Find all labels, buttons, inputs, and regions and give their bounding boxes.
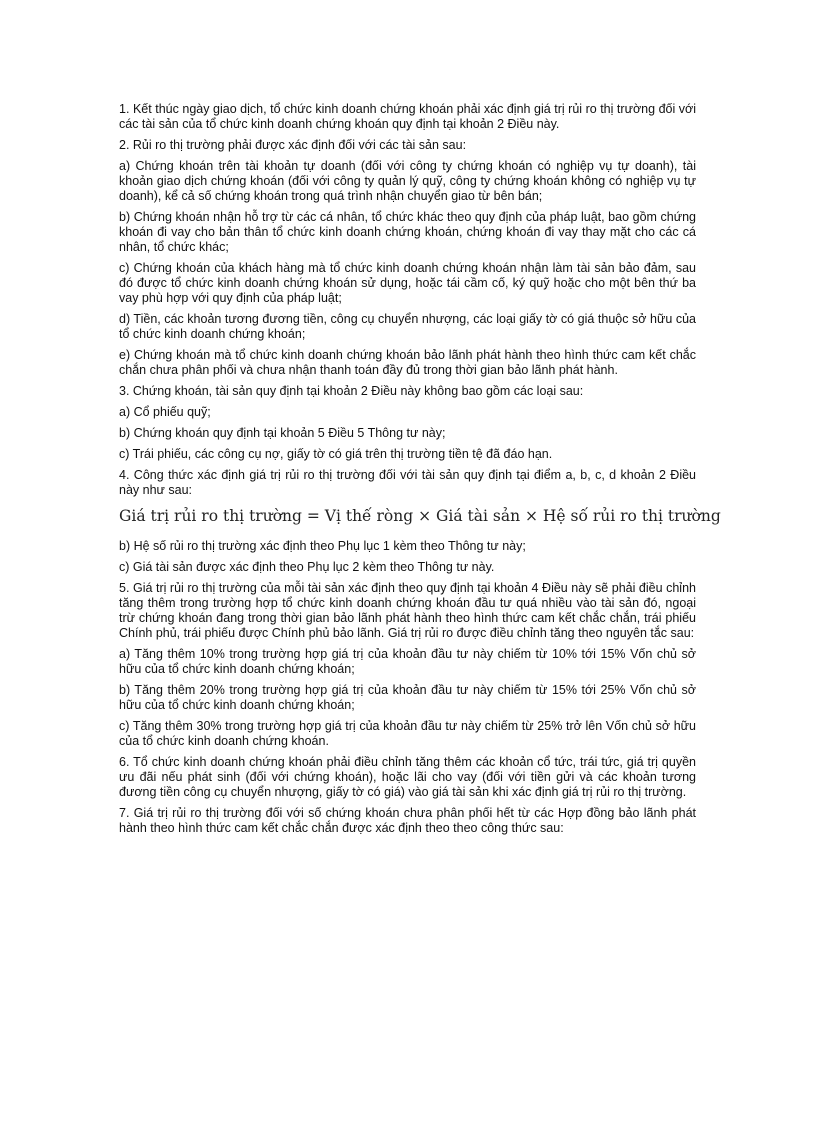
paragraph-6: 6. Tổ chức kinh doanh chứng khoán phải điều chỉnh tăng thêm các khoản cổ tức, trái tức, giá trị quyền ưu đãi nếu phát sinh (đối với chứng khoán), hoặc lãi cho vay (đối với tiền gửi và các khoản tương đương tiền công cụ chuyển nhượng, giấy tờ có giá) vào giá tài sản khi xác định giá trị rủi ro thị trường. bbox=[119, 755, 696, 799]
paragraph-2e: e) Chứng khoán mà tổ chức kinh doanh chứng khoán bảo lãnh phát hành theo hình thức cam kết chắc chắn chưa phân phối và chưa nhận thanh toán đầy đủ trong thời gian bảo lãnh phát hành. bbox=[119, 348, 696, 377]
paragraph-3c: c) Trái phiếu, các công cụ nợ, giấy tờ có giá trên thị trường tiền tệ đã đáo hạn. bbox=[119, 447, 553, 461]
paragraph-3b: b) Chứng khoán quy định tại khoản 5 Điều 5 Thông tư này; bbox=[119, 426, 446, 440]
paragraph-5b: b) Tăng thêm 20% trong trường hợp giá trị của khoản đầu tư này chiếm từ 15% tới 25% Vốn chủ sở hữu của tổ chức kinh doanh chứng khoán; bbox=[119, 683, 696, 712]
document-page bbox=[119, 102, 721, 842]
paragraph-4c: c) Giá tài sản được xác định theo Phụ lục 2 kèm theo Thông tư này. bbox=[119, 560, 495, 574]
paragraph-3: 3. Chứng khoán, tài sản quy định tại khoản 2 Điều này không bao gồm các loại sau: bbox=[119, 384, 584, 398]
paragraph-7: 7. Giá trị rủi ro thị trường đối với số chứng khoán chưa phân phối hết từ các Hợp đồng bảo lãnh phát hành theo hình thức cam kết chắc chắn được xác định theo theo công thức sau: bbox=[119, 806, 696, 835]
paragraph-2d: d) Tiền, các khoản tương đương tiền, công cụ chuyển nhượng, các loại giấy tờ có giá thuộc sở hữu của tổ chức kinh doanh chứng khoán; bbox=[119, 312, 696, 341]
paragraph-4b: b) Hệ số rủi ro thị trường xác định theo Phụ lục 1 kèm theo Thông tư này; bbox=[119, 539, 526, 553]
paragraph-1: 1. Kết thúc ngày giao dịch, tổ chức kinh doanh chứng khoán phải xác định giá trị rủi ro thị trường đối với các tài sản của tổ chức kinh doanh chứng khoán quy định tại khoản 2 Điều này. bbox=[119, 102, 696, 131]
paragraph-3a: a) Cổ phiếu quỹ; bbox=[119, 405, 211, 419]
paragraph-4: 4. Công thức xác định giá trị rủi ro thị trường đối với tài sản quy định tại điểm a, b, c, d khoản 2 Điều này như sau: bbox=[119, 468, 696, 497]
paragraph-2: 2. Rủi ro thị trường phải được xác định đối với các tài sản sau: bbox=[119, 138, 467, 152]
paragraph-2c: c) Chứng khoán của khách hàng mà tổ chức kinh doanh chứng khoán nhận làm tài sản bảo đảm, sau đó được tổ chức kinh doanh chứng khoán sử dụng, hoặc tái cầm cố, ký quỹ hoặc cho một bên thứ ba vay phù hợp với quy định của pháp luật; bbox=[119, 261, 696, 305]
paragraph-5: 5. Giá trị rủi ro thị trường của mỗi tài sản xác định theo quy định tại khoản 4 Điều này sẽ phải điều chỉnh tăng thêm trong trường hợp tổ chức kinh doanh chứng khoán đầu tư quá nhiều vào tài sản đó, ngoại trừ chứng khoán đang trong thời gian bảo lãnh phát hành theo hình thức cam kết chắc chắn, trái phiếu Chính phủ, trái phiếu được Chính phủ bảo lãnh. Giá trị rủi ro được điều chỉnh tăng theo nguyên tắc sau: bbox=[119, 581, 696, 640]
market-risk-formula: Giá trị rủi ro thị trường = Vị thế ròng × Giá tài sản × Hệ số rủi ro thị trường bbox=[119, 507, 721, 525]
paragraph-2a: a) Chứng khoán trên tài khoản tự doanh (đối với công ty chứng khoán có nghiệp vụ tự doanh), tài khoản giao dịch chứng khoán (đối với công ty quản lý quỹ, công ty chứng khoán không có nghiệp vụ tự doanh), kể cả số chứng khoán trong quá trình nhận chuyển giao từ bên bán; bbox=[119, 159, 696, 203]
paragraph-5c: c) Tăng thêm 30% trong trường hợp giá trị của khoản đầu tư này chiếm từ 25% trở lên Vốn chủ sở hữu của tổ chức kinh doanh chứng khoán. bbox=[119, 719, 696, 748]
paragraph-2b: b) Chứng khoán nhận hỗ trợ từ các cá nhân, tổ chức khác theo quy định của pháp luật, bao gồm chứng khoán đi vay cho bản thân tổ chức kinh doanh chứng khoán, chứng khoán đi vay thay mặt cho các cá nhân, tổ chức khác; bbox=[119, 210, 696, 254]
paragraph-5a: a) Tăng thêm 10% trong trường hợp giá trị của khoản đầu tư này chiếm từ 10% tới 15% Vốn chủ sở hữu của tổ chức kinh doanh chứng khoán; bbox=[119, 647, 696, 676]
